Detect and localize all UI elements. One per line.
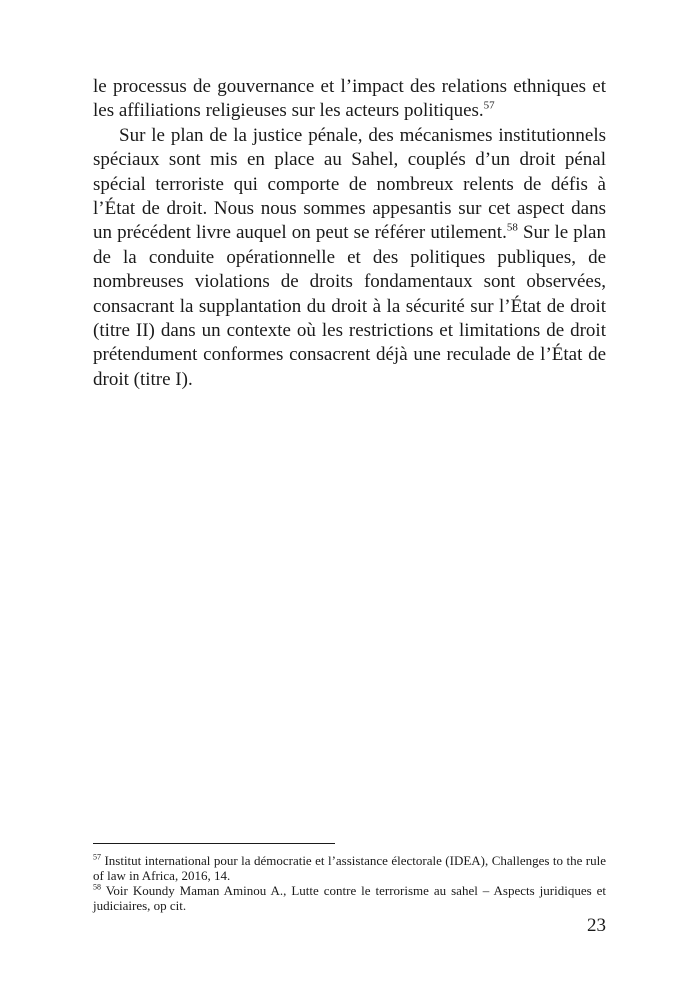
footnote-separator <box>93 843 335 844</box>
footnote-ref-57: 57 <box>483 100 495 113</box>
footnote-text: Institut international pour la démocratie et l’assistance électorale (IDEA), Challenges to the rule of law in Africa, 2016, 14. <box>93 853 606 883</box>
page-number: 23 <box>587 915 606 936</box>
footnote-mark: 57 <box>93 852 101 862</box>
footnote-text: Voir Koundy Maman Aminou A., Lutte contre le terrorisme au sahel – Aspects juridiques et judiciaires, op cit. <box>93 883 606 913</box>
paragraph-2 <box>93 124 606 392</box>
paragraph-1-text: le processus de gouvernance et l’impact des relations ethniques et les affiliations religieuses sur les acteurs politiques. <box>93 76 606 122</box>
footnotes <box>93 853 606 913</box>
footnote-ref-58: 58 <box>506 222 518 235</box>
footnote-57 <box>93 853 606 883</box>
paragraph-1 <box>93 75 606 124</box>
footnote-58 <box>93 883 606 913</box>
paragraph-2-text-part2: Sur le plan de la conduite opérationnelle et des politiques publiques, de nombreuses violations de droits fondamentaux sont observées, consacrant la supplantation du droit à la sécurité sur l’État de droit (titre II) dans un contexte où les restrictions et limitations de droit prétendument conformes consacrent déjà une reculade de l’État de droit (titre I). <box>93 222 606 390</box>
footnote-mark: 58 <box>93 882 101 892</box>
main-text <box>93 75 606 392</box>
paragraph-2-text-part1: Sur le plan de la justice pénale, des mécanismes institutionnels spéciaux sont mis en place au Sahel, couplés d’un droit pénal spécial terroriste qui comporte de nombreux relents de défis à l’État de droit. Nous nous sommes appesantis sur cet aspect dans un précédent livre auquel on peut se référer utilement. <box>93 124 606 244</box>
